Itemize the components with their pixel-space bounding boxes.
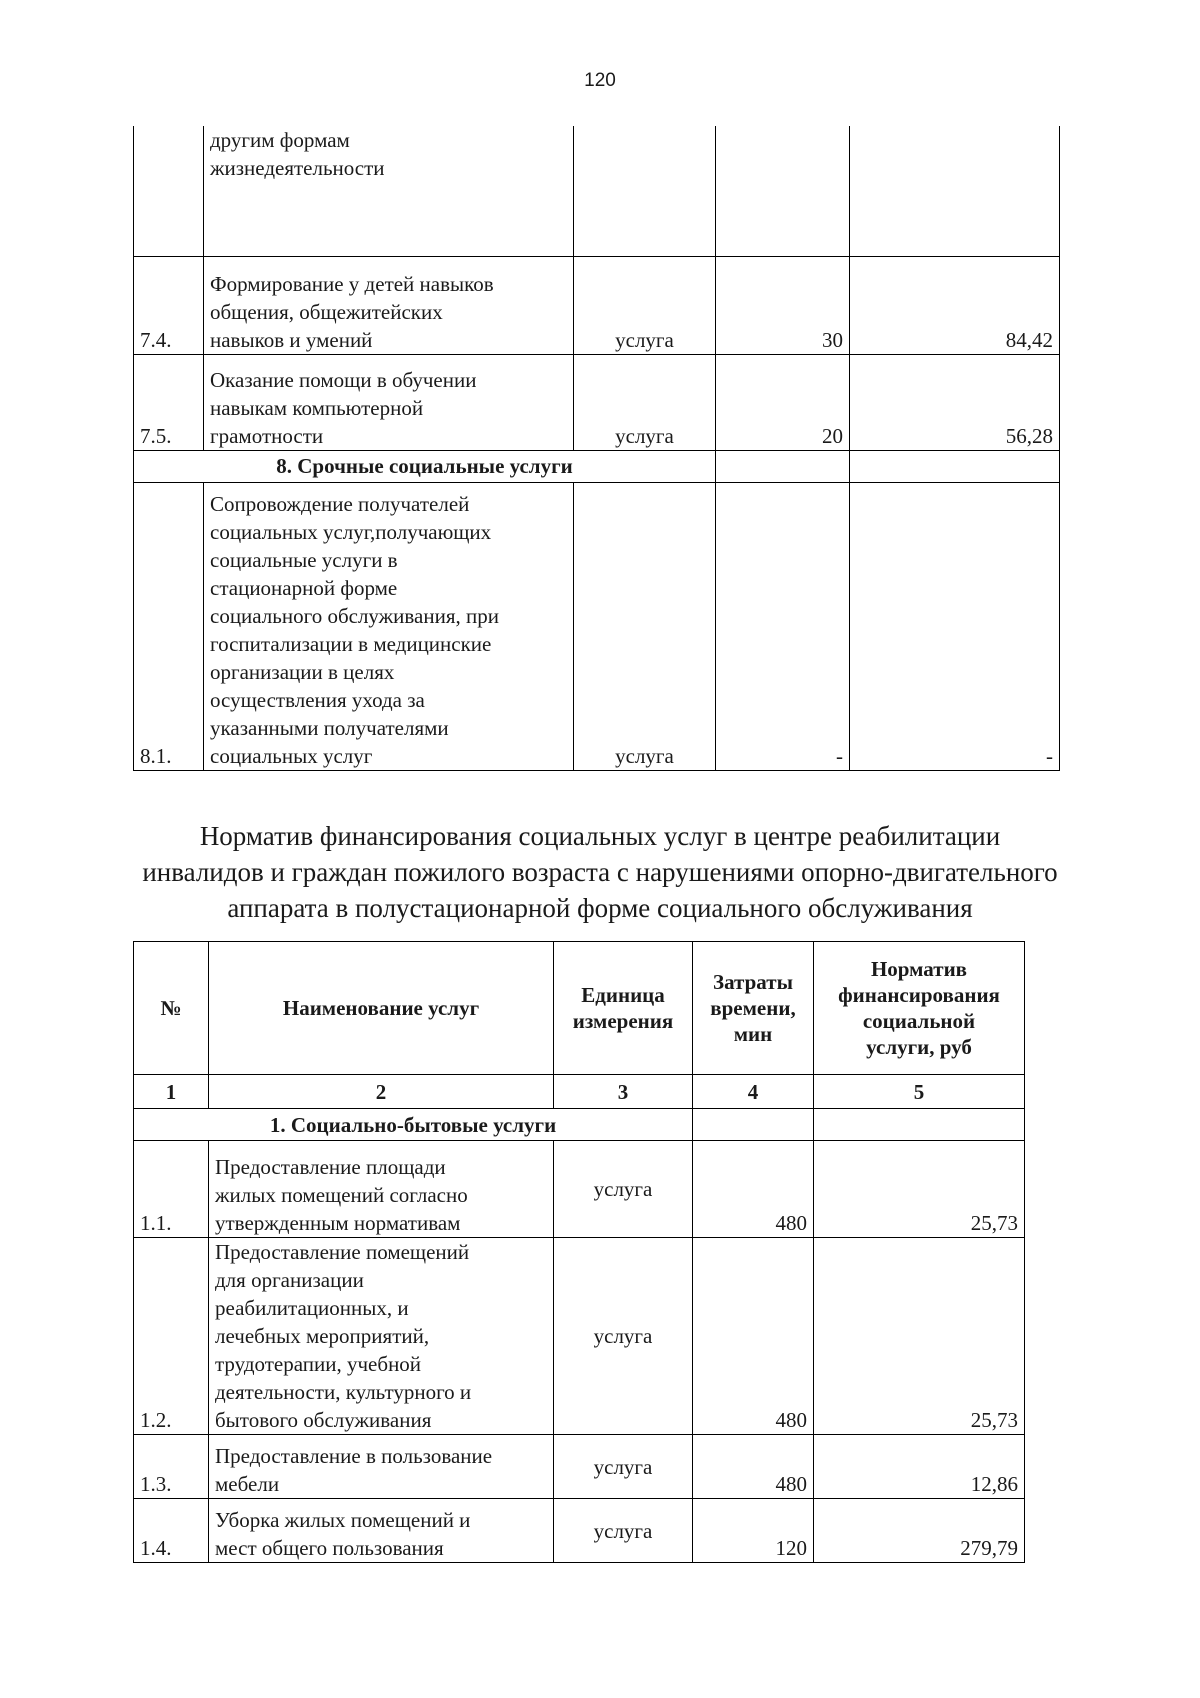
cost-cell: 56,28 (850, 354, 1060, 450)
column-number: 4 (693, 1075, 814, 1109)
empty-cell (814, 1109, 1025, 1141)
header-num: № (134, 942, 209, 1075)
row-number: 1.2. (134, 1238, 209, 1435)
header-line: услуги, руб (866, 1035, 972, 1059)
service-name-line: Оказание помощи в обучении (210, 367, 477, 392)
service-name-line: для организации (215, 1268, 364, 1292)
service-name-line: мебели (215, 1472, 280, 1496)
cost-cell (850, 126, 1060, 256)
column-number: 5 (814, 1075, 1025, 1109)
header-line: Единица (581, 983, 665, 1007)
service-name-line: жилых помещений согласно (215, 1183, 468, 1207)
service-name-line: организации в целях (210, 659, 395, 684)
unit-cell: услуга (554, 1141, 693, 1238)
unit-cell: услуга (574, 256, 716, 354)
cost-cell: - (850, 482, 1060, 770)
service-name-line: социальные услуги в (210, 547, 398, 572)
time-cell: 480 (693, 1141, 814, 1238)
table-row (134, 354, 1060, 450)
row-number: 1.1. (134, 1141, 209, 1238)
unit-cell: услуга (574, 482, 716, 770)
table-row (134, 1238, 1025, 1435)
time-cell: - (716, 482, 850, 770)
header-line: Норматив (870, 957, 968, 981)
header-line: финансирования (838, 983, 1000, 1007)
service-name-line: Предоставление в пользование (215, 1444, 493, 1468)
service-name-line: Уборка жилых помещений и (215, 1508, 471, 1532)
unit-cell: услуга (554, 1499, 693, 1563)
column-number: 3 (554, 1075, 693, 1109)
financing-table (133, 941, 1025, 1563)
unit-cell (574, 126, 716, 256)
continuation-table (133, 126, 1060, 771)
header-line: социальной (862, 1009, 976, 1033)
service-name-line: реабилитационных, и (215, 1296, 409, 1320)
service-name-line: стационарной форме (210, 575, 398, 600)
empty-cell (850, 450, 1060, 482)
section-title: 8. Срочные социальные услуги (134, 450, 716, 482)
row-number: 1.4. (134, 1499, 209, 1563)
row-number (134, 126, 204, 256)
service-name-line: социальных услуг,получающих (210, 519, 492, 544)
header-unit (554, 942, 693, 1075)
cost-cell: 12,86 (814, 1435, 1025, 1499)
time-cell (716, 126, 850, 256)
header-line: измерения (572, 1009, 674, 1033)
cost-cell: 84,42 (850, 256, 1060, 354)
header-line: времени, (710, 996, 796, 1020)
service-name-line: грамотности (210, 423, 324, 448)
service-name-line: лечебных мероприятий, (215, 1324, 430, 1348)
service-name-line: госпитализации в медицинские (210, 631, 492, 656)
heading-line: инвалидов и граждан пожилого возраста с нарушениями опорно-двигательного (142, 857, 1058, 887)
service-name-line: социального обслуживания, при (210, 603, 499, 628)
service-name (204, 482, 574, 770)
service-name (209, 1238, 554, 1435)
column-number: 1 (134, 1075, 209, 1109)
unit-cell: услуга (554, 1435, 693, 1499)
time-cell: 480 (693, 1238, 814, 1435)
heading-line: аппарата в полустационарной форме социального обслуживания (227, 893, 973, 923)
table-row (134, 1435, 1025, 1499)
row-number: 7.4. (134, 256, 204, 354)
service-name-line: Предоставление площади (215, 1155, 446, 1179)
time-cell: 480 (693, 1435, 814, 1499)
cost-cell: 25,73 (814, 1141, 1025, 1238)
page-number: 120 (584, 70, 616, 91)
unit-cell: услуга (554, 1238, 693, 1435)
service-name-line: указанными получателями (210, 715, 449, 740)
service-name-line: осуществления ухода за (210, 687, 425, 712)
unit-cell: услуга (574, 354, 716, 450)
header-cost (814, 942, 1025, 1075)
service-name-line: навыков и умений (210, 327, 373, 352)
service-name (209, 1499, 554, 1563)
service-name-line: Сопровождение получателей (210, 491, 470, 516)
table-row (134, 1141, 1025, 1238)
service-name-line: общения, общежитейских (210, 299, 443, 324)
header-name: Наименование услуг (209, 942, 554, 1075)
service-name-line: другим формам (210, 128, 350, 152)
service-name-line: трудотерапии, учебной (215, 1352, 422, 1376)
service-name (204, 126, 574, 256)
service-name-line: жизнедеятельности (210, 156, 385, 180)
table-row (134, 1499, 1025, 1563)
empty-cell (716, 450, 850, 482)
table-row (134, 482, 1060, 770)
service-name (204, 354, 574, 450)
cost-cell: 25,73 (814, 1238, 1025, 1435)
cost-cell: 279,79 (814, 1499, 1025, 1563)
service-name-line: утвержденным нормативам (215, 1211, 461, 1235)
section-row (134, 450, 1060, 482)
header-line: мин (733, 1022, 773, 1046)
service-name (204, 256, 574, 354)
table-row (134, 256, 1060, 354)
heading-line: Норматив финансирования социальных услуг в центре реабилитации (199, 821, 1001, 851)
service-name-line: деятельности, культурного и (215, 1380, 472, 1404)
service-name-line: социальных услуг (210, 743, 373, 768)
service-name (209, 1141, 554, 1238)
section-heading (0, 818, 1200, 926)
section-title: 1. Социально-бытовые услуги (134, 1109, 693, 1141)
header-line: Затраты (713, 970, 793, 994)
column-number: 2 (209, 1075, 554, 1109)
service-name-line: навыкам компьютерной (210, 395, 424, 420)
table-header-row (134, 942, 1025, 1075)
time-cell: 20 (716, 354, 850, 450)
service-name (209, 1435, 554, 1499)
service-name-line: Предоставление помещений (215, 1240, 470, 1264)
time-cell: 120 (693, 1499, 814, 1563)
row-number: 1.3. (134, 1435, 209, 1499)
service-name-line: мест общего пользования (215, 1536, 444, 1560)
row-number: 8.1. (134, 482, 204, 770)
service-name-line: бытового обслуживания (215, 1408, 432, 1432)
empty-cell (693, 1109, 814, 1141)
column-number-row (134, 1075, 1025, 1109)
row-number: 7.5. (134, 354, 204, 450)
time-cell: 30 (716, 256, 850, 354)
header-time (693, 942, 814, 1075)
table-row (134, 126, 1060, 256)
service-name-line: Формирование у детей навыков (210, 271, 494, 296)
section-row (134, 1109, 1025, 1141)
